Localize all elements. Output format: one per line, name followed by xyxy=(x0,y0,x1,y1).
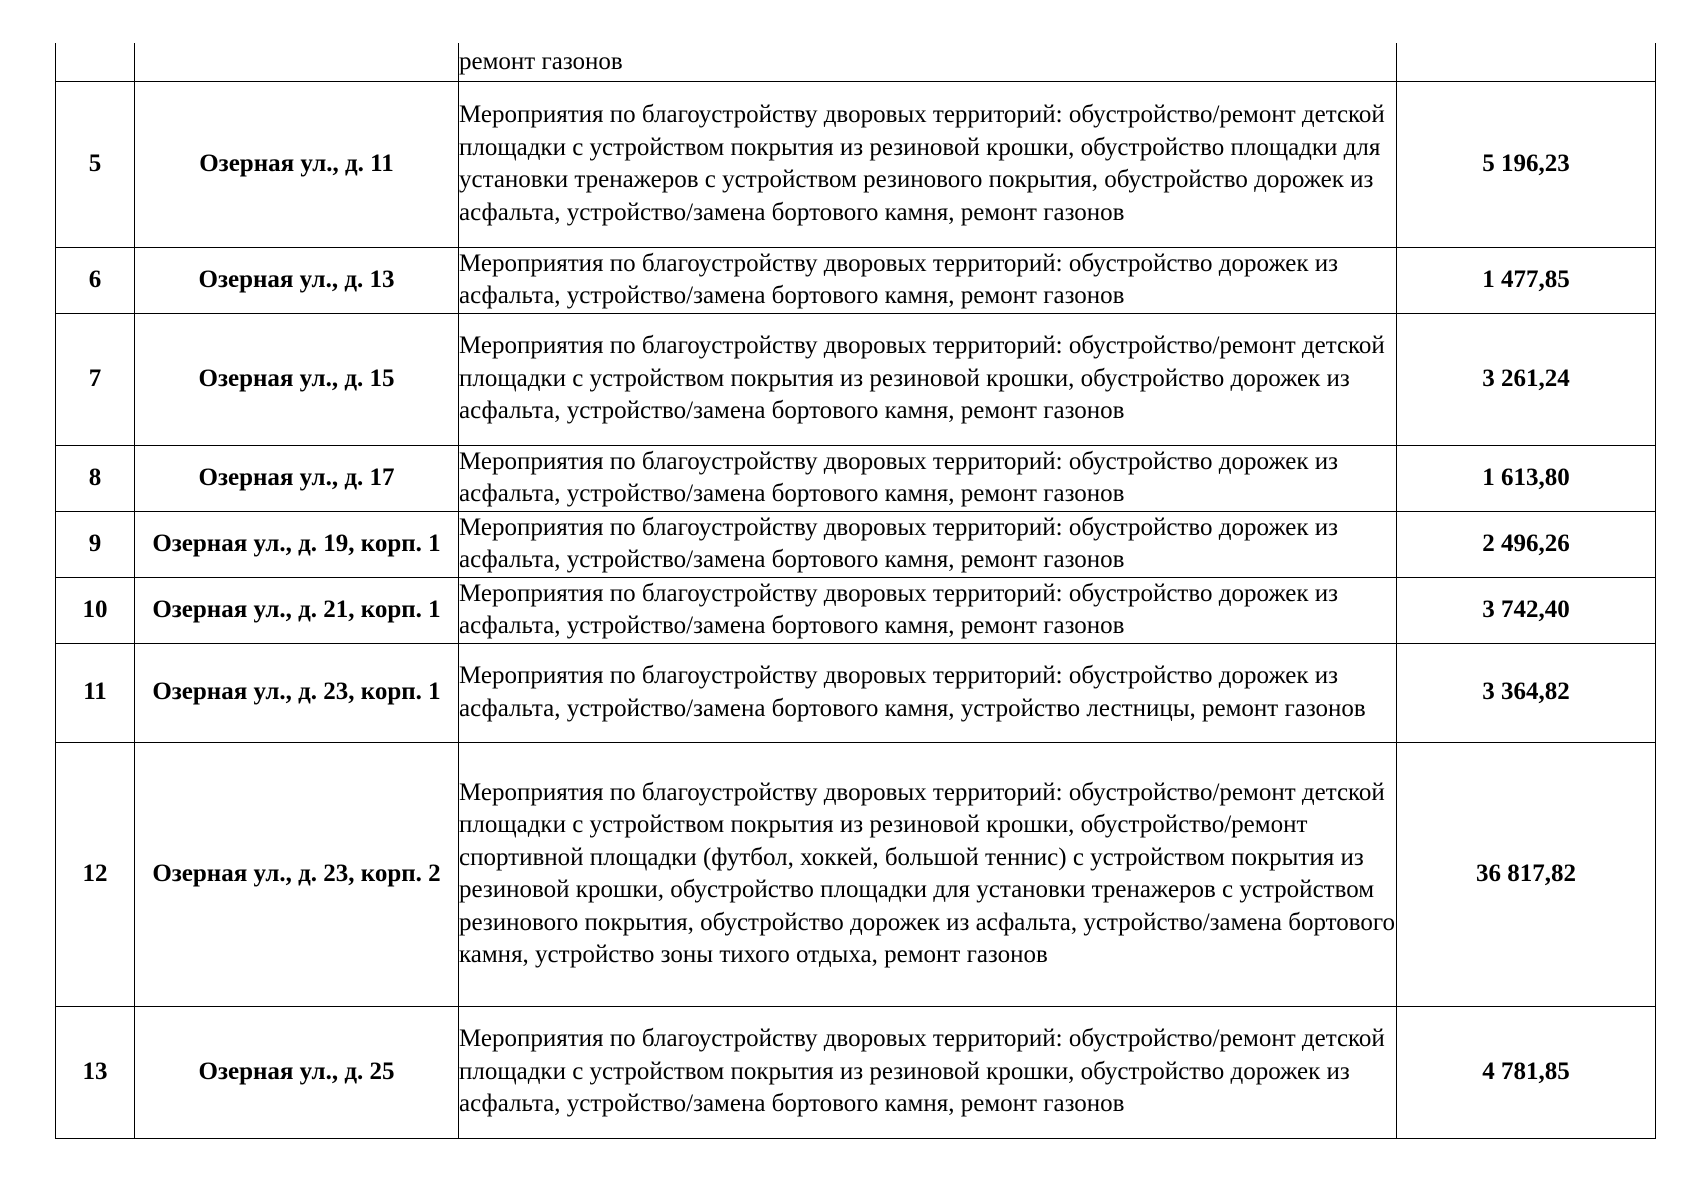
table-row xyxy=(56,643,1656,742)
row-number: 7 xyxy=(56,313,135,445)
row-number xyxy=(56,43,135,81)
table-row xyxy=(56,81,1656,247)
row-description: ремонт газонов xyxy=(459,43,1397,81)
row-description: Мероприятия по благоустройству дворовых территорий: обустройство дорожек из асфальта, устройство/замена бортового камня, ремонт газонов xyxy=(459,511,1397,577)
row-description: Мероприятия по благоустройству дворовых территорий: обустройство/ремонт детской площадки с устройством покрытия из резиновой крошки, обустройство дорожек из асфальта, устройство/замена бортового камня, ремонт газонов xyxy=(459,1006,1397,1138)
row-cost xyxy=(1397,43,1656,81)
row-number: 8 xyxy=(56,445,135,511)
row-cost: 1 613,80 xyxy=(1397,445,1656,511)
row-cost: 4 781,85 xyxy=(1397,1006,1656,1138)
row-address: Озерная ул., д. 23, корп. 1 xyxy=(135,643,459,742)
row-number: 10 xyxy=(56,577,135,643)
row-address: Озерная ул., д. 13 xyxy=(135,247,459,313)
row-address: Озерная ул., д. 17 xyxy=(135,445,459,511)
table-row xyxy=(56,511,1656,577)
row-description: Мероприятия по благоустройству дворовых территорий: обустройство дорожек из асфальта, устройство/замена бортового камня, устройство лестницы, ремонт газонов xyxy=(459,643,1397,742)
row-description: Мероприятия по благоустройству дворовых территорий: обустройство/ремонт детской площадки с устройством покрытия из резиновой крошки, обустройство/ремонт спортивной площадки (футбол, хоккей, большой теннис) с устройством покрытия из резиновой крошки, обустройство площадки для установки тренажеров с устройством резинового покрытия, обустройство дорожек из асфальта, устройство/замена бортового камня, устройство зоны тихого отдыха, ремонт газонов xyxy=(459,742,1397,1006)
table-row xyxy=(56,313,1656,445)
row-description: Мероприятия по благоустройству дворовых территорий: обустройство дорожек из асфальта, устройство/замена бортового камня, ремонт газонов xyxy=(459,247,1397,313)
row-cost: 1 477,85 xyxy=(1397,247,1656,313)
works-table-body xyxy=(56,43,1656,1138)
table-row xyxy=(56,247,1656,313)
row-address: Озерная ул., д. 11 xyxy=(135,81,459,247)
row-number: 6 xyxy=(56,247,135,313)
row-number: 13 xyxy=(56,1006,135,1138)
row-number: 9 xyxy=(56,511,135,577)
row-description: Мероприятия по благоустройству дворовых территорий: обустройство/ремонт детской площадки с устройством покрытия из резиновой крошки, обустройство площадки для установки тренажеров с устройством резинового покрытия, обустройство дорожек из асфальта, устройство/замена бортового камня, ремонт газонов xyxy=(459,81,1397,247)
row-address: Озерная ул., д. 15 xyxy=(135,313,459,445)
row-cost: 3 261,24 xyxy=(1397,313,1656,445)
row-cost: 5 196,23 xyxy=(1397,81,1656,247)
row-description: Мероприятия по благоустройству дворовых территорий: обустройство дорожек из асфальта, устройство/замена бортового камня, ремонт газонов xyxy=(459,577,1397,643)
row-number: 11 xyxy=(56,643,135,742)
row-address: Озерная ул., д. 21, корп. 1 xyxy=(135,577,459,643)
row-address: Озерная ул., д. 23, корп. 2 xyxy=(135,742,459,1006)
row-cost: 3 742,40 xyxy=(1397,577,1656,643)
table-row xyxy=(56,445,1656,511)
row-description: Мероприятия по благоустройству дворовых территорий: обустройство/ремонт детской площадки с устройством покрытия из резиновой крошки, обустройство дорожек из асфальта, устройство/замена бортового камня, ремонт газонов xyxy=(459,313,1397,445)
row-address: Озерная ул., д. 19, корп. 1 xyxy=(135,511,459,577)
row-cost: 2 496,26 xyxy=(1397,511,1656,577)
works-table xyxy=(55,43,1656,1139)
row-description: Мероприятия по благоустройству дворовых территорий: обустройство дорожек из асфальта, устройство/замена бортового камня, ремонт газонов xyxy=(459,445,1397,511)
table-row xyxy=(56,1006,1656,1138)
document-page xyxy=(55,43,1655,1139)
row-address xyxy=(135,43,459,81)
row-cost: 3 364,82 xyxy=(1397,643,1656,742)
table-row xyxy=(56,742,1656,1006)
table-row-continued xyxy=(56,43,1656,81)
row-number: 5 xyxy=(56,81,135,247)
row-address: Озерная ул., д. 25 xyxy=(135,1006,459,1138)
row-number: 12 xyxy=(56,742,135,1006)
table-row xyxy=(56,577,1656,643)
row-cost: 36 817,82 xyxy=(1397,742,1656,1006)
